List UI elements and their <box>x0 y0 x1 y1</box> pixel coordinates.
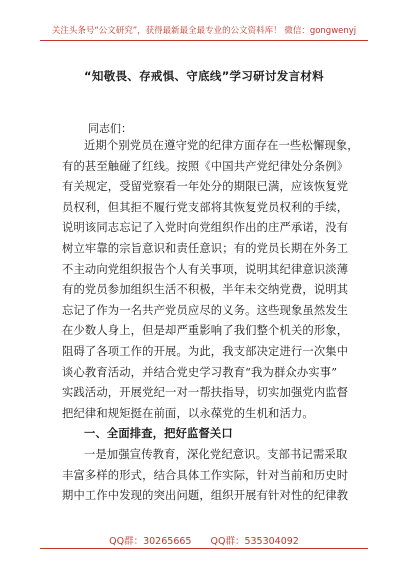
section-heading: 一、全面排查，把好监督关口 <box>84 427 233 441</box>
document-body <box>62 136 362 507</box>
header-banner: 关注头条号“公文研究”，获得最新最全最专业的公文资料库！ 微信：gongwenyj <box>51 26 357 36</box>
salutation: 同志们： <box>88 122 132 135</box>
body-line: 不主动向党组织报告个人有关事项，说明其纪律意识淡薄 <box>62 262 349 276</box>
body-line: 实践活动，开展党纪一对一帮扶指导，切实加强党内监督 <box>62 386 349 400</box>
document-title: “知敬畏、存戒惧、守底线”学习研讨发言材料 <box>84 69 324 83</box>
body-line: 忘记了作为一名共产党员应尽的义务。这些现象虽然发生 <box>62 303 349 317</box>
header-divider <box>40 40 368 41</box>
body-line: 把纪律和规矩挺在前面，以永葆党的生机和活力。 <box>62 406 314 420</box>
footer-qq-group-1: QQ群：30265665 <box>109 536 192 547</box>
body-line: 近期个别党员在遵守党的纪律方面存在一些松懈现象， <box>84 139 359 152</box>
body-line: 有关规定，受留党察看一年处分的期限已满，应该恢复党 <box>62 180 349 194</box>
body-line: 一是加强宣传教育，深化党纪意识。支部书记需采取 <box>84 447 348 461</box>
footer-qq-group-2: QQ群：535304092 <box>210 536 299 547</box>
body-line: 期中工作中发现的突出问题，组织开展有针对性的纪律教 <box>62 489 349 503</box>
body-line: 阻碍了各项工作的开展。为此，我支部决定进行一次集中 <box>62 344 349 358</box>
footer-divider <box>40 548 368 549</box>
body-line: 树立牢靠的宗旨意识和责任意识；有的党员长期在外务工 <box>62 241 349 255</box>
footer <box>0 533 408 547</box>
body-line: 丰富多样的形式，结合具体工作实际，针对当前和历史时 <box>62 468 349 482</box>
body-line: 谈心教育活动，并结合党史学习教育“我为群众办实事” <box>62 365 338 379</box>
body-line: 说明该同志忘记了入党时向党组织作出的庄严承诺，没有 <box>62 221 349 235</box>
body-line: 在少数人身上，但是却严重影响了我们整个机关的形象， <box>62 324 349 338</box>
body-line: 员权利，但其拒不履行党支部将其恢复党员权利的手续， <box>62 200 349 214</box>
body-line: 有的党员参加组织生活不积极，半年未交纳党费，说明其 <box>62 283 349 297</box>
body-line: 有的甚至触碰了红线。按照《中国共产党纪律处分条例》 <box>62 159 349 173</box>
